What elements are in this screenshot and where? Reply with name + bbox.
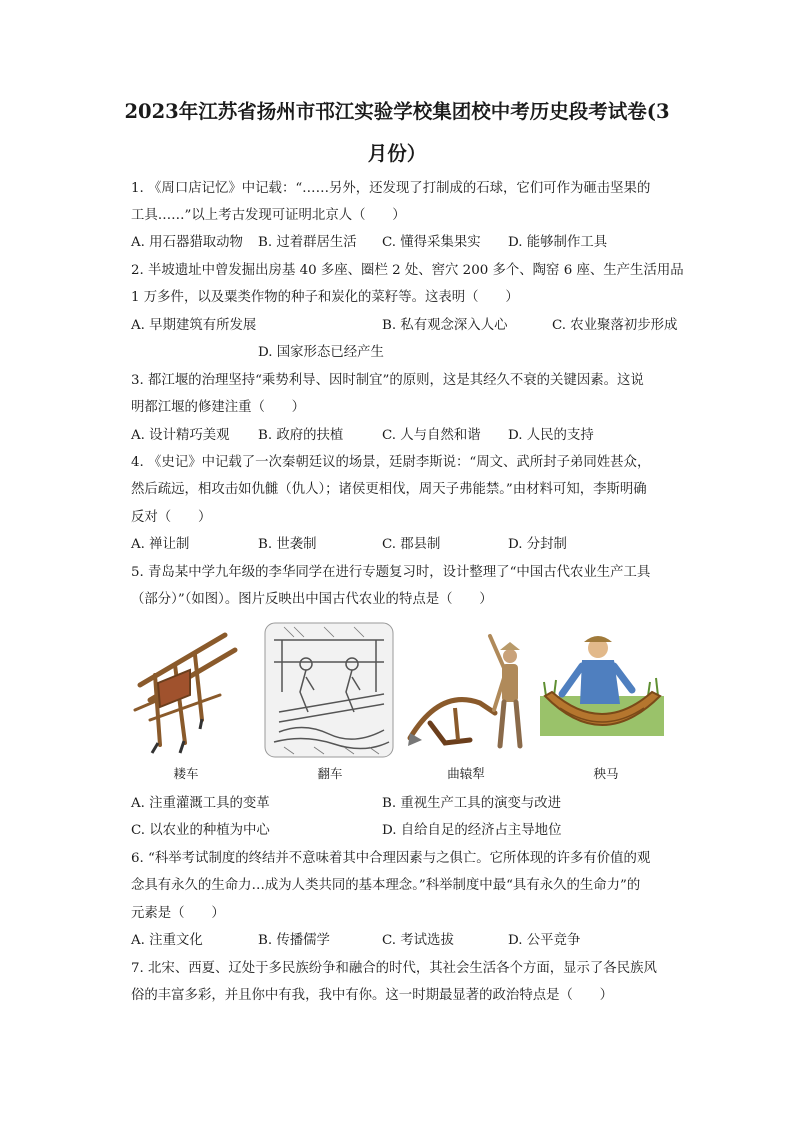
q7-stem-line-1: 7. 北宋、西夏、辽处于多民族纷争和融合的时代，其社会生活各个方面，显示了各民族风: [131, 961, 657, 976]
q4-option-d[interactable]: D. 分封制: [508, 537, 567, 552]
q5-stem-line-2: （部分）”（如图）。图片反映出中国古代农业的特点是（ ）: [131, 592, 493, 607]
q7-stem-line-2: 俗的丰富多彩，并且你中有我，我中有你。这一时期最显著的政治特点是（ ）: [131, 988, 614, 1003]
exam-title-line-1: 2023年江苏省扬州市邗江实验学校集团校中考历史段考试卷(3: [124, 100, 670, 123]
q4-stem-line-3: 反对（ ）: [131, 510, 212, 525]
q6-option-d[interactable]: D. 公平竞争: [508, 933, 581, 948]
q6-stem-line-3: 元素是（ ）: [131, 906, 225, 921]
caption-chain-pump: 翻车: [317, 766, 343, 781]
q1-option-c[interactable]: C. 懂得采集果实: [382, 235, 481, 250]
q2-stem-line-2: 1 万多件，以及粟类作物的种子和炭化的菜籽等。这表明（ ）: [131, 290, 519, 305]
curved-plough-illustration: [400, 628, 530, 756]
q2-option-c[interactable]: C. 农业聚落初步形成: [552, 318, 678, 333]
q6-option-b[interactable]: B. 传播儒学: [258, 933, 330, 948]
q1-option-b[interactable]: B. 过着群居生活: [258, 235, 357, 250]
q4-stem-line-1: 4. 《史记》中记载了一次秦朝廷议的场景，廷尉李斯说：“周文、武所封子弟同姓甚众，: [131, 455, 651, 470]
q5-option-b[interactable]: B. 重视生产工具的演变与改进: [382, 796, 562, 811]
q3-stem-line-1: 3. 都江堰的治理坚持“乘势利导、因时制宜”的原则，这是其经久不衰的关键因素。这说: [131, 373, 644, 388]
q2-option-d[interactable]: D. 国家形态已经产生: [258, 345, 384, 360]
q6-stem-line-1: 6. “科举考试制度的终结并不意味着其中合理因素与之俱亡。它所体现的许多有价值的观: [131, 851, 651, 866]
q5-option-a[interactable]: A. 注重灌溉工具的变革: [131, 796, 270, 811]
q4-option-b[interactable]: B. 世袭制: [258, 537, 317, 552]
exam-title-line-2: 月份）: [367, 142, 427, 165]
q4-stem-line-2: 然后疏远，相攻击如仇雠（仇人）；诸侯更相伐，周天子弗能禁。”由材料可知，李斯明确: [131, 482, 647, 497]
q1-stem-line-1: 1. 《周口店记忆》中记载：“……另外，还发现了打制成的石球，它们可作为砸击坚果的: [131, 181, 651, 196]
q6-stem-line-2: 念具有永久的生命力…成为人类共同的基本理念。”科举制度中最“具有永久的生命力”的: [131, 878, 641, 893]
caption-seedling-horse: 秧马: [593, 766, 619, 781]
q5-option-d[interactable]: D. 自给自足的经济占主导地位: [382, 823, 562, 838]
q6-option-a[interactable]: A. 注重文化: [131, 933, 203, 948]
q3-option-a[interactable]: A. 设计精巧美观: [131, 428, 230, 443]
q6-option-c[interactable]: C. 考试选拔: [382, 933, 454, 948]
q4-option-c[interactable]: C. 郡县制: [382, 537, 441, 552]
q1-option-d[interactable]: D. 能够制作工具: [508, 235, 608, 250]
q3-option-d[interactable]: D. 人民的支持: [508, 428, 594, 443]
q2-option-a[interactable]: A. 早期建筑有所发展: [131, 318, 257, 333]
q1-option-a[interactable]: A. 用石器猎取动物: [131, 235, 243, 250]
q3-option-b[interactable]: B. 政府的扶植: [258, 428, 344, 443]
seed-drill-illustration: [130, 625, 242, 755]
q2-stem-line-1: 2. 半坡遗址中曾发掘出房基 40 多座、圈栏 2 处、窖穴 200 多个、陶窑 6 座、生产生活用品: [131, 263, 684, 278]
q2-option-b[interactable]: B. 私有观念深入人心: [382, 318, 508, 333]
q5-stem-line-1: 5. 青岛某中学九年级的李华同学在进行专题复习时，设计整理了“中国古代农业生产工具: [131, 565, 651, 580]
q1-stem-line-2: 工具……”以上考古发现可证明北京人（ ）: [131, 208, 406, 223]
caption-curved-plough: 曲辕犁: [447, 766, 485, 781]
caption-seed-drill: 耧车: [173, 766, 199, 781]
seedling-horse-illustration: [540, 626, 664, 756]
q4-option-a[interactable]: A. 禅让制: [131, 537, 190, 552]
q5-option-c[interactable]: C. 以农业的种植为中心: [131, 823, 270, 838]
q3-stem-line-2: 明都江堰的修建注重（ ）: [131, 400, 306, 415]
q3-option-c[interactable]: C. 人与自然和谐: [382, 428, 481, 443]
chain-pump-illustration: [264, 622, 394, 758]
